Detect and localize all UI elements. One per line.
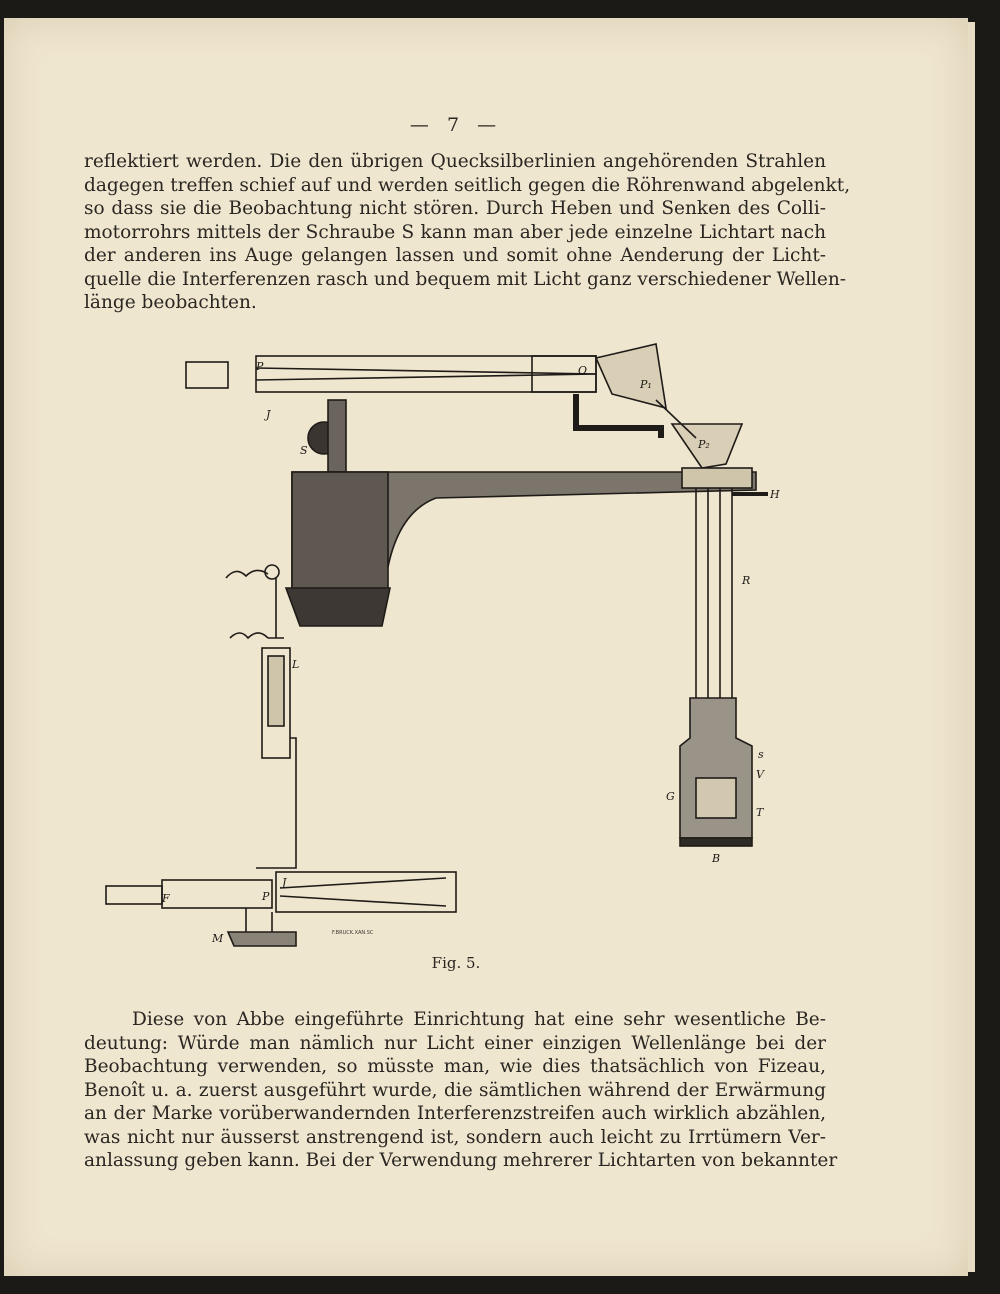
label-s-small: s: [758, 748, 764, 761]
apparatus-illustration: [96, 338, 796, 978]
label-f: F: [162, 892, 170, 905]
text-line: länge beobachten.: [84, 292, 257, 313]
label-t: T: [756, 806, 764, 819]
text-line: was nicht nur äusserst anstrengend ist, sondern auch leicht zu Irrtümern Ver-: [84, 1126, 826, 1148]
text-line: anlassung geben kann. Bei der Verwendung mehrerer Lichtarten von bekannter: [84, 1150, 838, 1171]
label-p1: P₁: [640, 378, 652, 391]
label-m: M: [212, 932, 224, 945]
paragraph-2: [84, 1008, 838, 1173]
label-p2: P₂: [698, 438, 710, 451]
paragraph-1: [84, 150, 851, 315]
label-r: R: [742, 574, 751, 587]
text-line: der anderen ins Auge gelangen lassen und somit ohne Aenderung der Licht-: [84, 245, 826, 266]
text-line: so dass sie die Beobachtung nicht stören. Durch Heben und Senken des Colli-: [84, 198, 826, 219]
figure-caption: Fig. 5.: [431, 954, 481, 972]
text-line: Benoît u. a. zuerst ausgeführt wurde, die sämtlichen während der Erwärmung: [84, 1079, 826, 1101]
engraver-mark: F.BRUCK.XAN.SC: [332, 930, 374, 936]
label-l: L: [292, 658, 300, 671]
label-o: O: [578, 364, 588, 377]
collimator-tube: [256, 356, 596, 392]
label-p-lower: P: [262, 890, 270, 903]
label-j-lower: J: [282, 876, 287, 889]
label-g: G: [666, 790, 675, 803]
text-line: Beobachtung verwenden, so müsste man, wie dies thatsächlich von Fizeau,: [84, 1056, 826, 1077]
label-v: V: [756, 768, 764, 781]
label-j: J: [266, 408, 271, 421]
book-page: [4, 18, 968, 1276]
label-b: B: [712, 852, 721, 865]
page-number: — 7 —: [409, 114, 503, 136]
text-line: dagegen treffen schief auf und werden seitlich gegen die Röhrenwand abgelenkt,: [84, 174, 851, 196]
text-line: deutung: Würde man nämlich nur Licht einer einzigen Wellenlänge bei der: [84, 1032, 826, 1054]
text-line: reflektiert werden. Die den übrigen Quecksilberlinien angehörenden Strahlen: [84, 151, 826, 172]
micrometer-m: [228, 932, 296, 946]
text-line: Diese von Abbe eingeführte Einrichtung hat eine sehr wesentliche Be-: [132, 1009, 826, 1030]
label-h: H: [770, 488, 780, 501]
eyepiece: [186, 362, 228, 388]
text-line: motorrohrs mittels der Schraube S kann man aber jede einzelne Lichtart nach: [84, 221, 826, 243]
text-line: quelle die Interferenzen rasch und bequem mit Licht ganz verschiedener Wellen-: [84, 268, 847, 290]
lower-tube: [276, 872, 456, 912]
label-p: P: [256, 360, 264, 373]
lower-eyepiece: [106, 886, 162, 904]
label-s: S: [300, 444, 308, 457]
text-line: an der Marke vorüberwandernden Interferenzstreifen auch wirklich abzählen,: [84, 1103, 826, 1124]
prism-p1: [596, 344, 666, 408]
